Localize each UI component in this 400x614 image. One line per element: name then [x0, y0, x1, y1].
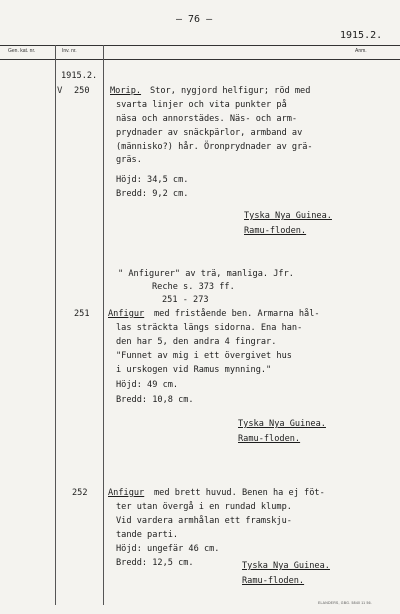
header-rule-top	[0, 45, 400, 46]
entry-250-river: Ramu-floden.	[244, 226, 307, 236]
inv-number-251: 251	[74, 309, 90, 319]
entry-252-place: Tyska Nya Guinea.	[242, 561, 330, 571]
inv-number-252: 252	[72, 488, 88, 498]
entry-252-line: med brett huvud. Benen ha ej föt-	[154, 488, 325, 498]
entry-251-line: "Funnet av mig i ett övergivet hus	[116, 351, 292, 361]
page-number: – 76 –	[176, 14, 213, 25]
entry-250-place: Tyska Nya Guinea.	[244, 211, 332, 221]
entry-251-line: i urskogen vid Ramus mynning."	[116, 365, 272, 375]
group-title: " Anfigurer" av trä, manliga. Jfr.	[118, 269, 294, 279]
group-reference: Reche s. 373 ff.	[152, 282, 235, 292]
entry-251-term: Anfigur	[108, 309, 145, 319]
header-gen-kat-nr: Gen. kat. nr.	[8, 48, 36, 54]
entry-250-line: prydnader av snäckpärlor, armband av	[116, 128, 303, 138]
entry-250-height: Höjd: 34,5 cm.	[116, 175, 189, 185]
entry-252-line: tande parti.	[116, 530, 179, 540]
entry-251-line: den har 5, den andra 4 fingrar.	[116, 337, 277, 347]
entry-250-term: Morip.	[110, 86, 142, 96]
header-rule-bottom	[0, 59, 400, 60]
column-divider-gen-kat	[55, 45, 56, 605]
entry-251-river: Ramu-floden.	[238, 434, 301, 444]
entry-252-width: Bredd: 12,5 cm.	[116, 558, 194, 568]
entry-250-width: Bredd: 9,2 cm.	[116, 189, 189, 199]
entry-250-line: (människo?) hår. Öronprydnader av grä-	[116, 142, 313, 152]
entry-251-width: Bredd: 10,8 cm.	[116, 395, 194, 405]
entry-250-line: näsa och annorstädes. Näs- och arm-	[116, 114, 298, 124]
column-divider-inv	[103, 45, 104, 605]
entry-250-line: gräs.	[116, 155, 142, 165]
entry-251-line: las sträckta längs sidorna. Ena han-	[116, 323, 303, 333]
entry-250-line: Stor, nygjord helfigur; röd med	[150, 86, 311, 96]
entry-251-place: Tyska Nya Guinea.	[238, 419, 326, 429]
margin-check-mark: V	[57, 86, 63, 96]
entry-251-line: med fristående ben. Armarna hål-	[154, 309, 320, 319]
entry-250-line: svarta linjer och vita punkter på	[116, 100, 287, 110]
entry-252-river: Ramu-floden.	[242, 576, 305, 586]
header-anm: Anm.	[355, 48, 367, 54]
year-header: 1915.2.	[340, 30, 383, 41]
printer-imprint: ELANDERS, GBG. 5840 11 56.	[318, 601, 372, 605]
header-inv-nr: Inv. nr.	[62, 48, 77, 54]
entry-251-height: Höjd: 49 cm.	[116, 380, 179, 390]
entry-252-line: Vid vardera armhålan ett framskju-	[116, 516, 292, 526]
entry-252-term: Anfigur	[108, 488, 145, 498]
entry-252-line: ter utan övergå i en rundad klump.	[116, 502, 292, 512]
entry-252-height: Höjd: ungefär 46 cm.	[116, 544, 220, 554]
group-range: 251 - 273	[162, 295, 209, 305]
inv-number-250: 250	[74, 86, 90, 96]
entry-date: 1915.2.	[61, 71, 98, 81]
